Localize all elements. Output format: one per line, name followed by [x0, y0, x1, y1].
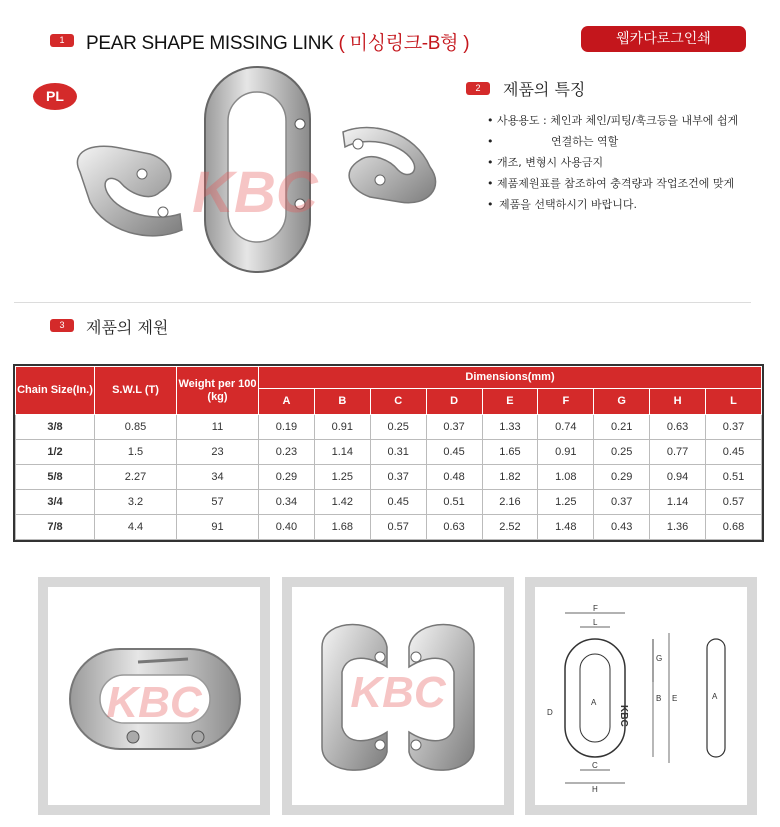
header-dim-h: H: [650, 389, 706, 415]
feature-item-continued: • 제품을 선택하시기 바랍니다.: [487, 194, 757, 215]
feature-item-continued: • 연결하는 역할: [487, 131, 757, 152]
photo-dimension-diagram: [525, 577, 757, 815]
specs-title: 제품의 제원: [86, 318, 169, 337]
cell-chain-size: 1/2: [16, 440, 95, 465]
diagram-label: G: [656, 654, 663, 663]
page-title-ko: ( 미싱링크-B형 ): [338, 33, 470, 54]
table-row: [16, 415, 762, 440]
table-cell: 91: [177, 515, 259, 540]
diagram-label: A: [712, 692, 718, 701]
kbc-watermark: KBC: [106, 678, 202, 727]
table-cell: 4.4: [95, 515, 177, 540]
table-cell: 0.74: [538, 415, 594, 440]
table-cell: 2.52: [482, 515, 538, 540]
table-cell: 0.37: [370, 465, 426, 490]
dimension-diagram: [535, 587, 747, 805]
table-cell: 0.63: [650, 415, 706, 440]
section-number-badge: 2: [466, 82, 490, 95]
table-cell: 11: [177, 415, 259, 440]
header-dim-l: L: [706, 389, 762, 415]
diagram-label: H: [592, 785, 598, 794]
table-cell: 0.51: [426, 490, 482, 515]
left-half-link: [77, 146, 182, 236]
diagram-label: C: [592, 761, 598, 770]
table-cell: 34: [177, 465, 259, 490]
diagram-label: L: [593, 618, 598, 627]
open-link-image: [292, 587, 504, 805]
table-cell: 1.5: [95, 440, 177, 465]
table-cell: 0.43: [594, 515, 650, 540]
table-cell: 1.08: [538, 465, 594, 490]
feature-item: • 제품제원표를 참조하여 충격량과 작업조건에 맞게: [487, 173, 757, 194]
table-cell: 1.25: [314, 465, 370, 490]
table-cell: 0.31: [370, 440, 426, 465]
table-cell: 0.29: [594, 465, 650, 490]
table-cell: 1.33: [482, 415, 538, 440]
diagram-kbc-mark: KBC: [618, 705, 629, 727]
section-number-badge: 3: [50, 319, 74, 332]
pl-logo: PL: [33, 83, 77, 110]
cell-chain-size: 3/8: [16, 415, 95, 440]
table-row: [16, 465, 762, 490]
header-dim-f: F: [538, 389, 594, 415]
table-cell: 0.77: [650, 440, 706, 465]
table-cell: 0.29: [259, 465, 315, 490]
page-title-en: PEAR SHAPE MISSING LINK: [86, 33, 334, 54]
table-cell: 0.23: [259, 440, 315, 465]
table-cell: 1.25: [538, 490, 594, 515]
table-cell: 0.68: [706, 515, 762, 540]
table-cell: 23: [177, 440, 259, 465]
table-cell: 0.25: [594, 440, 650, 465]
table-cell: 1.68: [314, 515, 370, 540]
table-row: [16, 490, 762, 515]
kbc-watermark: KBC: [350, 668, 446, 717]
diagram-label: A: [591, 698, 597, 707]
table-cell: 0.40: [259, 515, 315, 540]
table-cell: 0.21: [594, 415, 650, 440]
table-cell: 0.91: [538, 440, 594, 465]
table-cell: 2.16: [482, 490, 538, 515]
table-cell: 1.42: [314, 490, 370, 515]
table-cell: 0.37: [594, 490, 650, 515]
features-list: [487, 110, 757, 215]
right-half-link: [343, 127, 436, 202]
table-cell: 0.37: [426, 415, 482, 440]
kbc-watermark: KBC: [192, 160, 318, 225]
table-cell: 0.25: [370, 415, 426, 440]
table-cell: 3.2: [95, 490, 177, 515]
header-weight: Weight per 100 (kg): [177, 367, 259, 415]
table-cell: 1.48: [538, 515, 594, 540]
table-cell: 0.91: [314, 415, 370, 440]
header-chain-size: Chain Size(In.): [16, 367, 95, 415]
diagram-label: F: [593, 604, 598, 613]
section-divider: [14, 302, 751, 303]
closed-link-image: [48, 587, 260, 805]
table-cell: 1.65: [482, 440, 538, 465]
diagram-label: E: [672, 694, 678, 703]
table-cell: 0.63: [426, 515, 482, 540]
header-dim-e: E: [482, 389, 538, 415]
table-cell: 2.27: [95, 465, 177, 490]
feature-item: • 사용용도 : 체인과 체인/피팅/훅크등을 내부에 쉽게: [487, 110, 757, 131]
table-cell: 0.45: [426, 440, 482, 465]
photo-open-link: [282, 577, 514, 815]
table-cell: 0.94: [650, 465, 706, 490]
header-dim-d: D: [426, 389, 482, 415]
table-row: [16, 440, 762, 465]
table-cell: 1.14: [314, 440, 370, 465]
product-hero-image: [60, 62, 450, 287]
table-cell: 0.57: [706, 490, 762, 515]
header-dim-a: A: [259, 389, 315, 415]
table-cell: 1.36: [650, 515, 706, 540]
header-dim-c: C: [370, 389, 426, 415]
table-cell: 0.48: [426, 465, 482, 490]
feature-item: • 개조, 변형시 사용금지: [487, 152, 757, 173]
table-cell: 0.57: [370, 515, 426, 540]
table-cell: 0.45: [706, 440, 762, 465]
page-title: [86, 28, 469, 55]
header-dimensions: Dimensions(mm): [259, 367, 762, 389]
table-cell: 0.51: [706, 465, 762, 490]
diagram-label: D: [547, 708, 553, 717]
table-cell: 0.37: [706, 415, 762, 440]
table-cell: 1.14: [650, 490, 706, 515]
header-dim-b: B: [314, 389, 370, 415]
table-cell: 0.45: [370, 490, 426, 515]
diagram-label: B: [656, 694, 662, 703]
table-cell: 0.19: [259, 415, 315, 440]
table-cell: 57: [177, 490, 259, 515]
spec-table: [15, 366, 762, 540]
table-cell: 0.34: [259, 490, 315, 515]
cell-chain-size: 3/4: [16, 490, 95, 515]
table-row: [16, 515, 762, 540]
header-dim-g: G: [594, 389, 650, 415]
features-title: 제품의 특징: [503, 80, 586, 99]
section-number-badge: 1: [50, 34, 74, 47]
web-catalog-print-button[interactable]: 웹카다로그인쇄: [581, 26, 746, 52]
photo-closed-link: [38, 577, 270, 815]
header-swl: S.W.L (T): [95, 367, 177, 415]
cell-chain-size: 7/8: [16, 515, 95, 540]
table-cell: 0.85: [95, 415, 177, 440]
cell-chain-size: 5/8: [16, 465, 95, 490]
table-cell: 1.82: [482, 465, 538, 490]
